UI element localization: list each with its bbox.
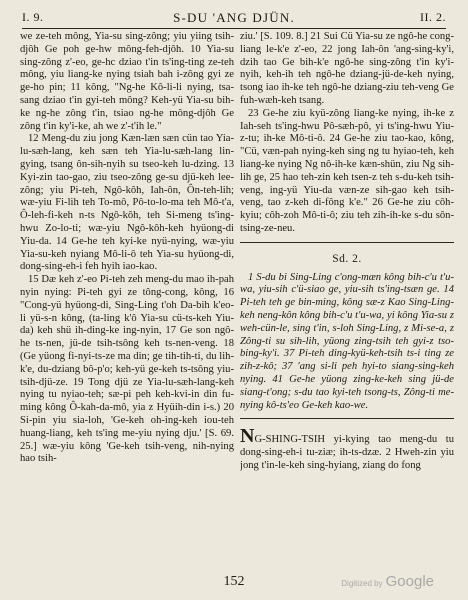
paragraph: 12 Meng-du ziu jong Kæn-læn sæn cün tao Yia-lu-sæh-lang, keh sæn teh Yia-lu-sæh-lang lin-gying, tsang ôn-sih-nyih su tseo-keh lu-dzing. 13 Kyi-zin tao-gao, ziu tseo-zông ge-su djü-keh lee-zông; yiu Pi-teh, Ngô-kôh, Iah-ôn, Ôn-teh-lih; wæ-yiu Fi-lih teh To-mô, Pô-to-lo-ma teh Mô-t'a, Ô-leh-fi-keh n-ts Ngô-kôh, teh Si-meng ts'ing-hwu Zo-lo-ti; wæ-yiu Ngô-kôh-keh hyüong-di Yiu-da. 14 Ge-he teh kyi-ke nyü-nying, wæ-yiu Yia-su-keh nyiang Mô-li-ô teh Yia-su hyüong-di, dong-sing-eh-i feh hyih iao-kao. (20, 133, 234, 273)
section-divider (240, 242, 454, 243)
paragraph: 15 Dæ keh z'-eo Pi-teh zeh meng-du mao ih-pah nyin nying: Pi-teh gyi ze tông-cong, kông, 16 "Cong-yü hyüong-di, Sing-Ling t'oh Da-bih k'eo-li yü-s-n kông, (ta-ling k'ô Yia-su cü-ts-keh Yiu-da) keh shü ih-ding-ke ing-nyin, 17 Ge son ngô-he ts-nen, jü-de tsih-tsông keh ts-nen-veng. 18 (Ge yüong fi-nyi-ts-ze ma din; ge tih-tih-ti, du lih-k'e, du-dziang bô-p'o; keh-yü ge-keh ts-tsông yiu-tsih-djü-ze. 19 Tong djü ze Yia-lu-sæh-lang-keh nying tu nyiao-teh; sæ-pi peh keh-kvi-in din fu-ming kông Ô-kah-da-mô, yia z Hyüih-din i-s.) 20 Si-pin yiu sia-loh, 'Ge-keh oh-ing-keh iou-teh huang-liang, keh ts'ing me-yiu nying dju.' [S. 69. 25.] wæ-yiu kông 'Ge-keh tsih-veng, nih-nying hao tsih- (20, 274, 234, 465)
google-watermark (341, 573, 434, 591)
paragraph: ziu.' [S. 109. 8.] 21 Sui Cü Yia-su ze ngô-he cong-liang le-k'e z'-eo, 22 jong Iah-ôn 'ang-sing-ky'i, dzih tao Ge bih-k'e ngô-he sing-zông t'in ky'i-nyih, keh-ih teh ngô-he dziang-jü-de-keh nying, tsong iao ih-ke teh ngô-he dziang-ziu teh-veng Ge fuh-wæh-keh tsang. (240, 31, 454, 106)
right-column (240, 31, 454, 560)
paragraph: we ze-teh mông, Yia-su sing-zông; yiu yiing tsih-djôh Ge poh ge-hw mông-feh-djôh. 10 Yia-su sing-zông z'-eo, ge-hc dziao t'in ts'ing-ting ze-teh mông, yiu liang-ke nying tsiah bah i-zông gyi ze ge-ho pin; 11 kông, "Ng-he Kô-li-li nying, tsa-sang dziao t'in gyi-teh mông? Keh-yü Yia-su bih-ke ng-he zông t'in, tsiao ng-he mông-djôh Ge zông t'in ky'i-ke, ah we z'-t'ih le." (20, 31, 234, 132)
running-header (22, 6, 446, 28)
section-divider (240, 418, 454, 419)
opening-text: yi-kying tao meng-du tu dong-sing-eh-i tu-ziæ; ih-ts-dzæ. 2 Hweh-zin yiu jong t'in-le-keh sing-hyiang, ziang do fong (240, 434, 454, 471)
watermark-caption: Digitized by (341, 579, 383, 588)
header-left: I. 9. (22, 10, 44, 24)
section-label: Sd. 2. (332, 252, 362, 265)
page-number: 152 (223, 574, 245, 589)
paragraph: 23 Ge-he ziu kyü-zông liang-ke nying, ih-ke z Iah-seh ts'ing-hwu Pô-sæh-pô, yi ts'ing-hwu Yiu-z-tu; ih-ke Mô-ti-ô. 24 Ge-he ziu tao-kao, kông, "Cü, væn-pah nying-keh sing ng tu hyiao-teh, keh liang-ke nying Ng nô-ih-ke kæn-shün, ziu Ng sih-lih ge, 25 hao teh-zin keh tsen-z teh s-du-keh tsih-veng, ing-yü Yiu-da væn-ze sih-gao keh tsih-veng, tao z-keh di-fông k'e." 26 Ge-he ziu côh-kyiu; côh-zoh Mô-ti-ô; ziu teh zih-ih-ke s-du sôn-tsing-ze-neu. (240, 107, 454, 234)
header-right: II. 2. (420, 10, 446, 24)
header-title: S-DU 'ANG DJÜN. (173, 10, 295, 25)
header-rule (22, 28, 446, 29)
left-column (20, 31, 234, 560)
drop-cap: N (240, 425, 255, 448)
watermark-logo: Google (385, 573, 434, 590)
chapter-opening (240, 425, 454, 472)
lead-words: G-SHING-TSIH (254, 434, 326, 446)
chapter-summary: 1 S-du bi Sing-Ling c'ong-mæn kông bih-c'u t'u-wa, yiu-sih c'ü-siao ge, yiu-sih ts'ing-tsæn ge. 14 Pi-teh teh ge bin-ming, kông sæ-z Kao Sing-Ling-keh neng-kôn kông bih-c'u t'u-wa, yi kông Yia-su z weh-cün-le, sing t'in, s-loh Sing-Ling, z Mi-se-a, z Zông-ti su sih-lih, yüong zing-tsih teh gyi-z tso-bing-ky'i. 37 Pi-teh ding-kyü-keh-tsih ts-i ting ze zih-z-kô; 37 'ang si-li peh hyi-to siang-sing-keh nying. 41 Ge-he yüong zing-ke-keh sing jü-de siang-t'ong; s-du tao kyi-teh tsong-ts, Zông-ti me-nying kô-ts'eo Ge-keh kao-we. (240, 271, 454, 411)
